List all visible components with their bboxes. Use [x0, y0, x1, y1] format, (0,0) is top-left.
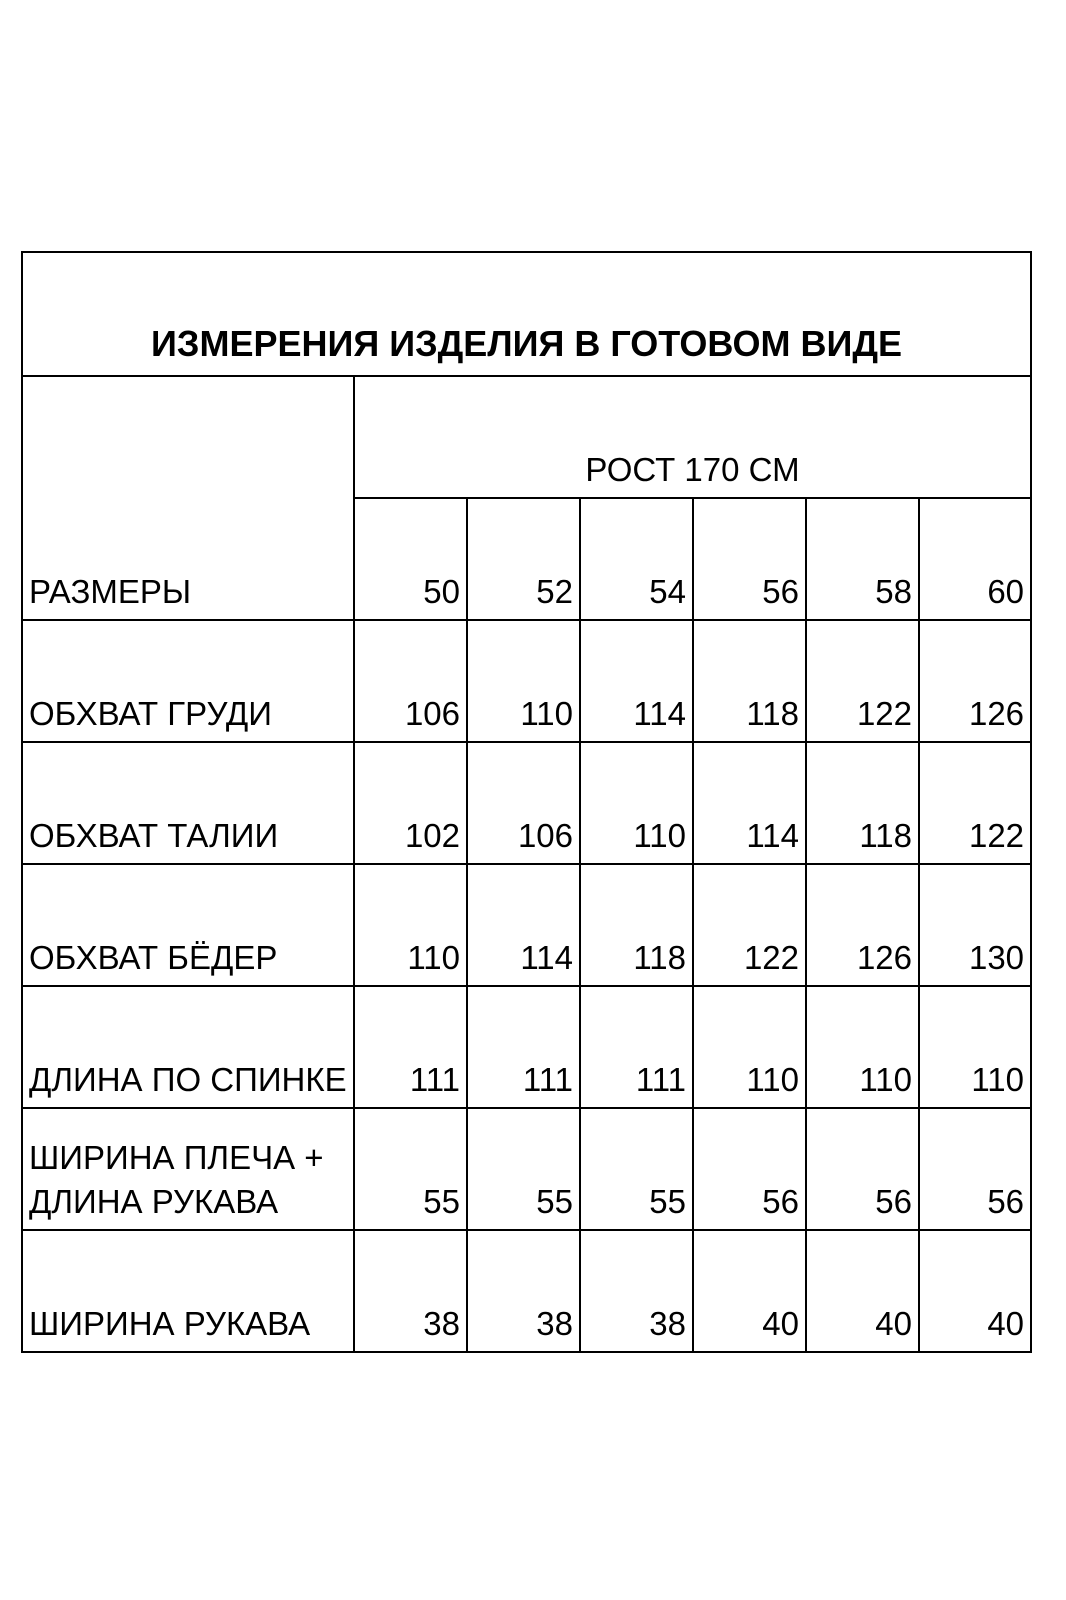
row-label: ОБХВАТ ГРУДИ — [22, 620, 354, 742]
size-value: 58 — [806, 498, 919, 620]
cell-value: 122 — [693, 864, 806, 986]
cell-value: 102 — [354, 742, 467, 864]
size-value: 54 — [580, 498, 693, 620]
cell-value: 38 — [580, 1230, 693, 1352]
table-row — [22, 620, 1031, 742]
cell-value: 110 — [919, 986, 1031, 1108]
row-label: ОБХВАТ БЁДЕР — [22, 864, 354, 986]
cell-value: 55 — [354, 1108, 467, 1230]
cell-value: 114 — [467, 864, 580, 986]
cell-value: 130 — [919, 864, 1031, 986]
cell-value: 122 — [806, 620, 919, 742]
cell-value: 126 — [806, 864, 919, 986]
cell-value: 40 — [919, 1230, 1031, 1352]
cell-value: 118 — [806, 742, 919, 864]
measurements-table — [21, 251, 1032, 1353]
cell-value: 114 — [580, 620, 693, 742]
sizes-label: РАЗМЕРЫ — [22, 376, 354, 620]
cell-value: 118 — [693, 620, 806, 742]
cell-value: 106 — [354, 620, 467, 742]
cell-value: 55 — [467, 1108, 580, 1230]
cell-value: 110 — [467, 620, 580, 742]
title-row — [22, 252, 1031, 376]
table-row — [22, 986, 1031, 1108]
table-row — [22, 1108, 1031, 1230]
height-label: РОСТ 170 СМ — [354, 376, 1031, 498]
size-value: 60 — [919, 498, 1031, 620]
cell-value: 111 — [580, 986, 693, 1108]
table-row — [22, 1230, 1031, 1352]
cell-value: 38 — [354, 1230, 467, 1352]
cell-value: 106 — [467, 742, 580, 864]
height-row — [22, 376, 1031, 498]
cell-value: 111 — [467, 986, 580, 1108]
cell-value: 56 — [919, 1108, 1031, 1230]
cell-value: 40 — [693, 1230, 806, 1352]
cell-value: 114 — [693, 742, 806, 864]
table-row — [22, 742, 1031, 864]
table-row — [22, 864, 1031, 986]
row-label: ДЛИНА ПО СПИНКЕ — [22, 986, 354, 1108]
cell-value: 110 — [354, 864, 467, 986]
cell-value: 110 — [580, 742, 693, 864]
cell-value: 110 — [806, 986, 919, 1108]
cell-value: 126 — [919, 620, 1031, 742]
cell-value: 118 — [580, 864, 693, 986]
cell-value: 56 — [693, 1108, 806, 1230]
cell-value: 110 — [693, 986, 806, 1108]
cell-value: 122 — [919, 742, 1031, 864]
cell-value: 56 — [806, 1108, 919, 1230]
row-label: ОБХВАТ ТАЛИИ — [22, 742, 354, 864]
row-label: ШИРИНА ПЛЕЧА + ДЛИНА РУКАВА — [22, 1108, 354, 1230]
cell-value: 38 — [467, 1230, 580, 1352]
cell-value: 55 — [580, 1108, 693, 1230]
cell-value: 40 — [806, 1230, 919, 1352]
table-title: ИЗМЕРЕНИЯ ИЗДЕЛИЯ В ГОТОВОМ ВИДЕ — [22, 252, 1031, 376]
size-value: 50 — [354, 498, 467, 620]
size-value: 52 — [467, 498, 580, 620]
row-label: ШИРИНА РУКАВА — [22, 1230, 354, 1352]
cell-value: 111 — [354, 986, 467, 1108]
size-value: 56 — [693, 498, 806, 620]
